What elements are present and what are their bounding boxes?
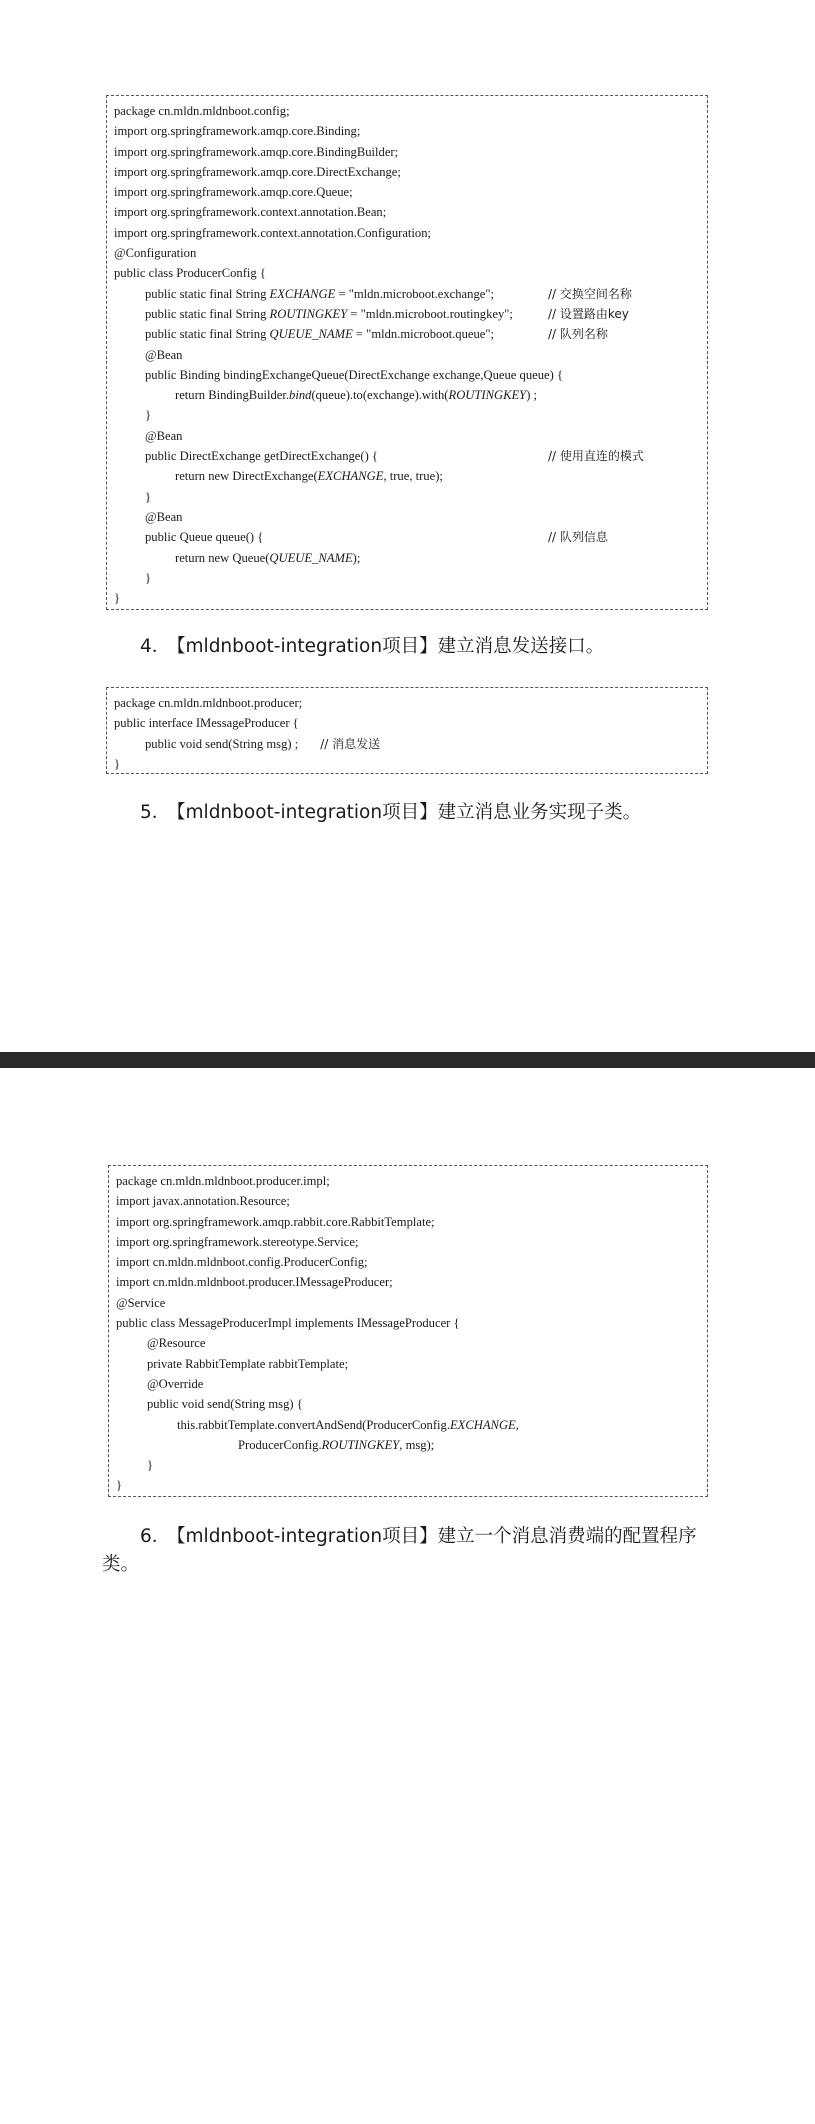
code-line [116, 1354, 700, 1374]
code-line [114, 548, 700, 568]
code-line [114, 693, 700, 713]
code-line [114, 588, 700, 608]
code-line [114, 284, 700, 304]
code-text: import cn.mldn.mldnboot.config.ProducerConfig; [116, 1255, 368, 1270]
step-text-line-2: 类。 [102, 1554, 140, 1575]
code-text: package cn.mldn.mldnboot.config; [114, 104, 290, 118]
code-text: (queue).to(exchange).with( [311, 388, 449, 403]
code-text: this.rabbitTemplate.convertAndSend(ProducerConfig. [177, 1417, 450, 1432]
code-line [114, 101, 700, 121]
code-text: public static final String [145, 286, 270, 301]
step-5-heading [140, 799, 641, 827]
code-text: import org.springframework.context.annotation.Configuration; [114, 225, 431, 240]
code-identifier: EXCHANGE [317, 469, 384, 484]
code-text: } [116, 1478, 123, 1493]
code-text: return new Queue( [175, 550, 270, 565]
code-line [116, 1435, 700, 1455]
code-text: public Queue queue() { [145, 530, 264, 545]
code-text: public interface IMessageProducer { [114, 716, 299, 731]
code-line [114, 754, 700, 774]
code-line [116, 1455, 700, 1475]
step-4-heading [140, 633, 604, 661]
code-text: } [114, 756, 121, 771]
code-comment: // 队列信息 [548, 530, 608, 545]
code-text: import org.springframework.amqp.core.Binding; [114, 124, 361, 139]
code-text: , msg); [399, 1437, 435, 1452]
code-text: } [145, 489, 152, 504]
code-text: } [114, 591, 121, 606]
code-text: public class MessageProducerImpl implements IMessageProducer { [116, 1316, 460, 1331]
code-line [116, 1232, 700, 1252]
code-text: package cn.mldn.mldnboot.producer; [114, 696, 303, 710]
code-line [116, 1191, 700, 1211]
code-block-message-producer-interface [106, 687, 708, 774]
step-number: 4． [140, 636, 171, 657]
code-text: ); [352, 550, 361, 565]
code-line [114, 446, 700, 466]
step-text: 【mldnboot-integration项目】建立消息业务实现子类。 [176, 802, 642, 823]
step-number: 6． [140, 1526, 171, 1547]
code-comment: // 队列名称 [548, 327, 608, 342]
code-text: ProducerConfig. [238, 1437, 322, 1452]
code-text: @Bean [145, 509, 183, 524]
code-identifier: QUEUE_NAME [269, 327, 353, 342]
code-text: @Override [147, 1376, 204, 1391]
code-line [116, 1333, 700, 1353]
code-line [114, 223, 700, 243]
step-text: 【mldnboot-integration项目】建立消息发送接口。 [176, 636, 605, 657]
code-line [116, 1394, 700, 1414]
code-block-producer-config [106, 95, 708, 610]
code-line [114, 142, 700, 162]
code-text: } [147, 1458, 154, 1473]
code-text: @Service [116, 1295, 166, 1310]
code-text: package cn.mldn.mldnboot.producer.impl; [116, 1174, 330, 1188]
code-line [114, 734, 700, 754]
code-text: } [145, 570, 152, 585]
code-line [114, 426, 700, 446]
code-text: return new DirectExchange( [175, 469, 318, 484]
code-identifier: ROUTINGKEY [321, 1437, 400, 1452]
code-text: public static final String [145, 306, 270, 321]
code-line [114, 713, 700, 733]
code-line [116, 1313, 700, 1333]
code-text: = "mldn.microboot.queue"; [352, 327, 494, 342]
code-line [114, 365, 700, 385]
code-text: = "mldn.microboot.exchange"; [335, 286, 494, 301]
code-identifier: ROUTINGKEY [269, 306, 348, 321]
step-text-line-1: 【mldnboot-integration项目】建立一个消息消费端的配置程序 [176, 1526, 697, 1547]
code-text: } [145, 408, 152, 423]
code-block-message-producer-impl [108, 1165, 708, 1497]
code-comment: // 使用直连的模式 [548, 449, 644, 464]
code-text: @Resource [147, 1336, 206, 1351]
code-text: private RabbitTemplate rabbitTemplate; [147, 1356, 349, 1371]
code-line [114, 405, 700, 425]
document-page-1 [0, 0, 815, 1052]
code-line [116, 1475, 700, 1495]
code-identifier: bind [289, 388, 312, 403]
code-line [114, 466, 700, 486]
code-text: @Bean [145, 428, 183, 443]
step-6-heading [102, 1523, 722, 1579]
code-comment: // 交换空间名称 [548, 286, 632, 301]
code-text: public Binding bindingExchangeQueue(DirectExchange exchange,Queue queue) { [145, 367, 563, 382]
code-line [114, 385, 700, 405]
code-text: import org.springframework.amqp.rabbit.core.RabbitTemplate; [116, 1214, 435, 1229]
code-line [114, 182, 700, 202]
code-text: public void send(String msg) ; [145, 736, 299, 751]
code-text: import org.springframework.amqp.core.BindingBuilder; [114, 144, 399, 159]
code-text: , true, true); [383, 469, 443, 484]
code-text: import org.springframework.amqp.core.Queue; [114, 185, 353, 200]
code-text: @Bean [145, 347, 183, 362]
document-page-2 [0, 1068, 815, 2124]
code-line [114, 507, 700, 527]
code-line [116, 1374, 700, 1394]
code-text: import cn.mldn.mldnboot.producer.IMessageProducer; [116, 1275, 393, 1290]
code-text: ) ; [526, 388, 538, 403]
code-text: import org.springframework.stereotype.Service; [116, 1234, 359, 1249]
code-line [116, 1212, 700, 1232]
code-line [116, 1272, 700, 1292]
code-identifier: EXCHANGE [269, 286, 336, 301]
code-line [114, 527, 700, 547]
code-line [114, 243, 700, 263]
code-line [114, 263, 700, 283]
code-line [114, 202, 700, 222]
code-line [116, 1171, 700, 1191]
code-identifier: QUEUE_NAME [269, 550, 353, 565]
code-line [114, 487, 700, 507]
code-comment: // 设置路由key [548, 306, 629, 321]
step-number: 5． [140, 802, 171, 823]
code-text: import org.springframework.amqp.core.DirectExchange; [114, 164, 401, 179]
page-separator [0, 1052, 815, 1068]
code-text: @Configuration [114, 246, 197, 261]
code-text: return BindingBuilder. [175, 388, 290, 403]
code-text: import org.springframework.context.annotation.Bean; [114, 205, 387, 220]
code-line [114, 121, 700, 141]
code-identifier: ROUTINGKEY [448, 388, 527, 403]
code-text: import javax.annotation.Resource; [116, 1194, 290, 1209]
code-text: public static final String [145, 327, 270, 342]
code-line [116, 1293, 700, 1313]
code-line [116, 1415, 700, 1435]
code-line [114, 568, 700, 588]
code-comment: // 消息发送 [320, 736, 381, 751]
code-line [116, 1252, 700, 1272]
code-identifier: EXCHANGE [449, 1417, 516, 1432]
code-text: , [515, 1417, 519, 1432]
code-line [114, 162, 700, 182]
code-text: public DirectExchange getDirectExchange() { [145, 449, 378, 464]
code-text: public void send(String msg) { [147, 1397, 303, 1412]
code-line [114, 345, 700, 365]
code-text: public class ProducerConfig { [114, 266, 266, 281]
code-text: = "mldn.microboot.routingkey"; [347, 306, 513, 321]
code-line [114, 304, 700, 324]
code-line [114, 324, 700, 344]
